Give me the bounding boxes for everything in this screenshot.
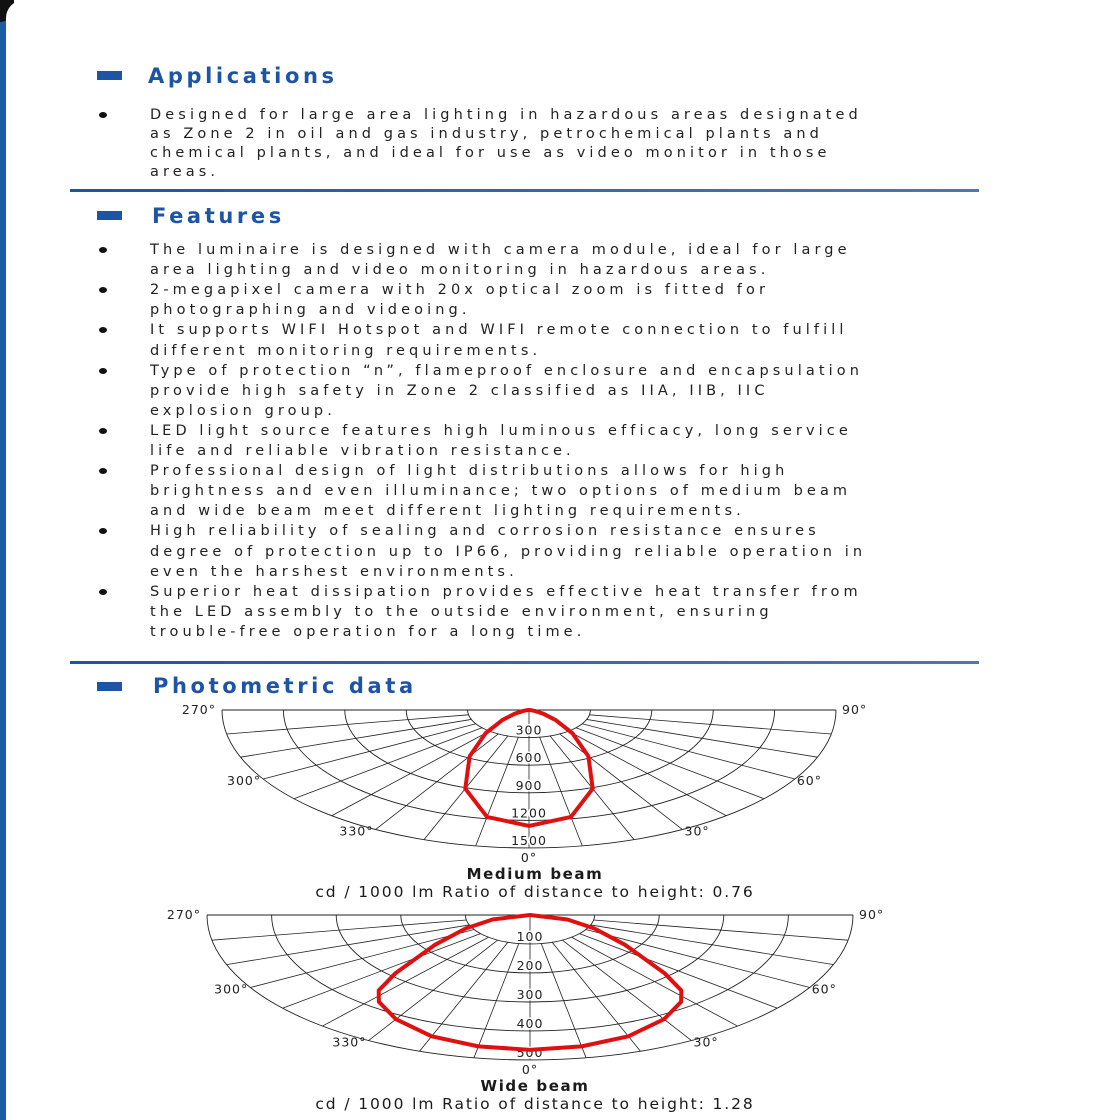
ring-label: 400: [516, 1016, 544, 1031]
angle-label: 270°: [181, 702, 216, 717]
angle-label: 330°: [339, 823, 374, 839]
polar-radial-line: [369, 940, 498, 1040]
angle-label: 330°: [332, 1034, 367, 1050]
ring-label: 500: [516, 1045, 544, 1060]
polar-radial-line: [227, 715, 469, 734]
polar-radial-line: [322, 937, 488, 1026]
list-item-line: 2-megapixel camera with 20x optical zoom is fitted for: [150, 282, 770, 299]
polar-radial-line: [283, 934, 481, 1009]
polar-radial-line: [587, 719, 818, 757]
list-item-line: LED light source features high luminous efficacy, long service: [150, 422, 852, 439]
list-item-line: degree of protection up to IP66, providing reliable operation in: [150, 543, 867, 560]
ring-label: 100: [516, 929, 544, 944]
polar-radial-line: [560, 734, 683, 830]
polar-radial-line: [562, 940, 691, 1040]
polar-radial-line: [250, 930, 474, 988]
angle-label: 60°: [811, 981, 837, 997]
ring-label: 300: [515, 722, 543, 738]
chart-title-medium: Medium beam: [466, 865, 604, 883]
list-item-line: life and reliable vibration resistance.: [150, 443, 575, 459]
polar-radial-line: [294, 728, 482, 799]
list-item-line: photographing and videoing.: [150, 302, 471, 319]
photometric-heading: Photometric data: [153, 674, 417, 698]
list-item-line: provide high safety in Zone 2 classified as IIA, IIB, IIC: [150, 382, 769, 399]
polar-radial-line: [212, 920, 466, 940]
ring-label: 1200: [511, 805, 547, 821]
polar-radial-line: [376, 734, 499, 830]
list-item-line: the LED assembly to the outside environment, ensuring: [150, 603, 773, 620]
angle-label: 30°: [684, 823, 710, 839]
angle-label: 300°: [214, 981, 249, 997]
angle-label: 90°: [842, 702, 868, 717]
list-item-line: as Zone 2 in oil and gas industry, petrochemical plants and: [150, 126, 823, 142]
features-heading: Features: [152, 204, 285, 228]
angle-label: 0°: [521, 1062, 539, 1077]
angle-label: 90°: [859, 907, 885, 922]
list-item-line: and wide beam meet different lighting requirements.: [150, 503, 745, 520]
list-item-line: Type of protection “n”, flameproof enclosure and encapsulation: [150, 362, 863, 379]
chart-subtitle-wide: cd / 1000 lm Ratio of distance to height: 1.28: [315, 1095, 755, 1113]
chart-subtitle-medium: cd / 1000 lm Ratio of distance to height: 0.76: [315, 883, 755, 901]
list-item-line: area lighting and video monitoring in hazardous areas.: [150, 262, 770, 279]
polar-radial-line: [474, 944, 519, 1058]
ring-label: 1500: [511, 833, 547, 848]
applications-heading: Applications: [148, 64, 338, 88]
polar-radial-line: [263, 724, 476, 779]
list-item-line: trouble-free operation for a long time.: [150, 623, 586, 640]
polar-radial-line: [541, 944, 586, 1058]
angle-label: 60°: [796, 773, 823, 788]
polar-radial-line: [594, 920, 848, 940]
list-item-line: The luminaire is designed with camera module, ideal for large: [150, 242, 851, 258]
list-item-line: chemical plants, and ideal for use as video monitor in those: [150, 145, 831, 161]
angle-label: 30°: [693, 1034, 719, 1050]
angle-label: 300°: [227, 773, 262, 788]
ring-label: 200: [516, 958, 544, 973]
polar-radial-line: [572, 937, 738, 1026]
list-item-line: different monitoring requirements.: [150, 342, 542, 359]
list-item-line: It supports WIFI Hotspot and WIFI remote connection to fulfill: [150, 322, 848, 339]
polar-radial-line: [241, 719, 472, 757]
list-item-line: even the harshest environments.: [150, 563, 518, 580]
list-item-line: brightness and even illuminance; two options of medium beam: [150, 483, 852, 500]
list-item-line: explosion group.: [150, 402, 336, 419]
polar-radial-line: [589, 715, 831, 734]
polar-radial-line: [476, 737, 519, 846]
list-item-line: areas.: [150, 164, 220, 180]
polar-radial-line: [540, 737, 583, 846]
polar-radial-line: [582, 724, 795, 779]
list-item-line: Professional design of light distributions allows for high: [150, 463, 789, 480]
chart-title-wide: Wide beam: [480, 1077, 590, 1095]
polar-radial-line: [576, 728, 764, 799]
angle-label: 270°: [166, 907, 201, 922]
polar-radial-line: [579, 934, 777, 1009]
list-item-line: Superior heat dissipation provides effective heat transfer from: [150, 583, 862, 600]
ring-label: 600: [515, 750, 543, 766]
list-item-line: High reliability of sealing and corrosion resistance ensures: [150, 523, 820, 540]
ring-label: 300: [516, 987, 544, 1002]
list-item-line: Designed for large area lighting in hazardous areas designated: [150, 107, 862, 123]
ring-label: 900: [515, 777, 543, 793]
polar-radial-line: [586, 930, 810, 988]
angle-label: 0°: [520, 850, 538, 865]
